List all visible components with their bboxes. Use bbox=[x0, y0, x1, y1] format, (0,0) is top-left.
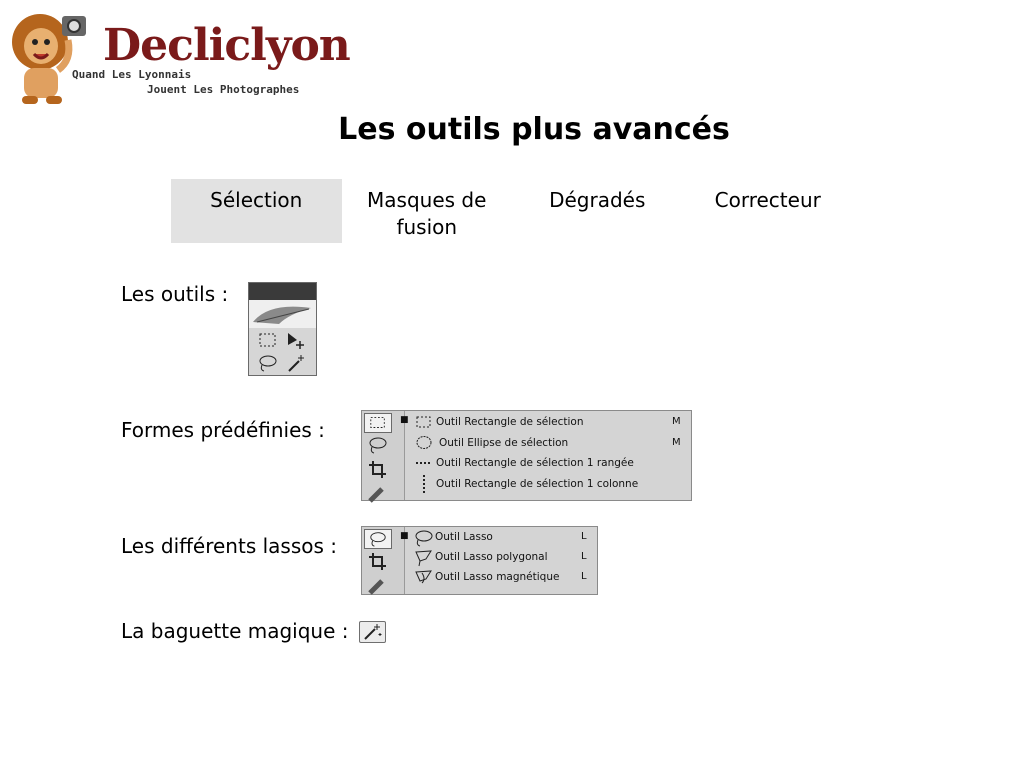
tab-correcteur[interactable]: Correcteur bbox=[714, 188, 821, 212]
page-title: Les outils plus avancés bbox=[338, 112, 730, 147]
menu-item-polygonal-lasso[interactable]: Outil Lasso polygonal bbox=[435, 551, 548, 563]
tools-label: Les outils : bbox=[121, 282, 229, 306]
lasso-tools-menu bbox=[361, 526, 598, 595]
magic-wand-button[interactable] bbox=[359, 621, 386, 643]
magnetic-lasso-icon bbox=[414, 569, 434, 587]
shortcut-key: L bbox=[581, 571, 587, 582]
current-tool-bullet-icon: ■ bbox=[400, 531, 409, 541]
tab-bar bbox=[171, 179, 853, 243]
menu-item-single-column-marquee[interactable]: Outil Rectangle de sélection 1 colonne bbox=[436, 478, 639, 490]
lion-mascot-icon bbox=[10, 10, 90, 110]
single-column-marquee-icon bbox=[418, 474, 430, 494]
logo-title: Decliclyon bbox=[103, 20, 350, 71]
single-row-marquee-icon bbox=[415, 458, 433, 468]
magic-wand-icon[interactable] bbox=[285, 353, 307, 373]
shortcut-key: M bbox=[672, 416, 681, 427]
ellipse-marquee-icon bbox=[415, 435, 433, 450]
shapes-label: Formes prédéfinies : bbox=[121, 418, 325, 442]
current-tool-bullet-icon: ■ bbox=[400, 415, 409, 425]
move-icon[interactable] bbox=[285, 331, 307, 351]
magic-wand-icon bbox=[360, 622, 385, 642]
lasso-label: Les différents lassos : bbox=[121, 534, 337, 558]
menu-item-lasso[interactable]: Outil Lasso bbox=[435, 531, 493, 543]
logo-tagline-1: Quand Les Lyonnais bbox=[72, 68, 192, 81]
healing-brush-icon[interactable] bbox=[364, 483, 392, 503]
toolbox-titlebar bbox=[249, 283, 316, 300]
menu-item-ellipse-marquee[interactable]: Outil Ellipse de sélection bbox=[439, 437, 569, 449]
crop-icon[interactable] bbox=[364, 551, 392, 571]
logo bbox=[10, 10, 350, 112]
shortcut-key: L bbox=[581, 531, 587, 542]
lasso-icon[interactable] bbox=[257, 353, 279, 373]
tab-selection[interactable]: Sélection bbox=[171, 179, 342, 243]
polygonal-lasso-icon bbox=[414, 549, 434, 567]
tab-degrades[interactable]: Dégradés bbox=[549, 188, 646, 212]
rect-marquee-icon[interactable] bbox=[257, 331, 279, 351]
shortcut-key: M bbox=[672, 437, 681, 448]
menu-item-magnetic-lasso[interactable]: Outil Lasso magnétique bbox=[435, 571, 560, 583]
logo-tagline-2: Jouent Les Photographes bbox=[147, 83, 300, 96]
shortcut-key: L bbox=[581, 551, 587, 562]
toolbox-screenshot bbox=[248, 282, 317, 376]
menu-item-single-row-marquee[interactable]: Outil Rectangle de sélection 1 rangée bbox=[436, 457, 634, 469]
tool-strip bbox=[362, 527, 405, 594]
crop-icon[interactable] bbox=[364, 459, 392, 479]
menu-item-rect-marquee[interactable]: Outil Rectangle de sélection bbox=[436, 416, 584, 428]
tool-strip bbox=[362, 411, 405, 500]
marquee-tools-menu bbox=[361, 410, 692, 501]
feather-icon bbox=[249, 300, 316, 328]
lasso-icon[interactable] bbox=[364, 529, 392, 549]
healing-brush-icon[interactable] bbox=[364, 575, 392, 595]
lasso-icon[interactable] bbox=[364, 435, 392, 455]
rect-marquee-icon[interactable] bbox=[364, 413, 392, 433]
lasso-icon bbox=[414, 529, 434, 547]
wand-label: La baguette magique : bbox=[121, 619, 349, 643]
tab-masques-de-fusion[interactable]: Masques de fusion bbox=[367, 188, 487, 239]
rect-marquee-icon bbox=[415, 415, 433, 429]
